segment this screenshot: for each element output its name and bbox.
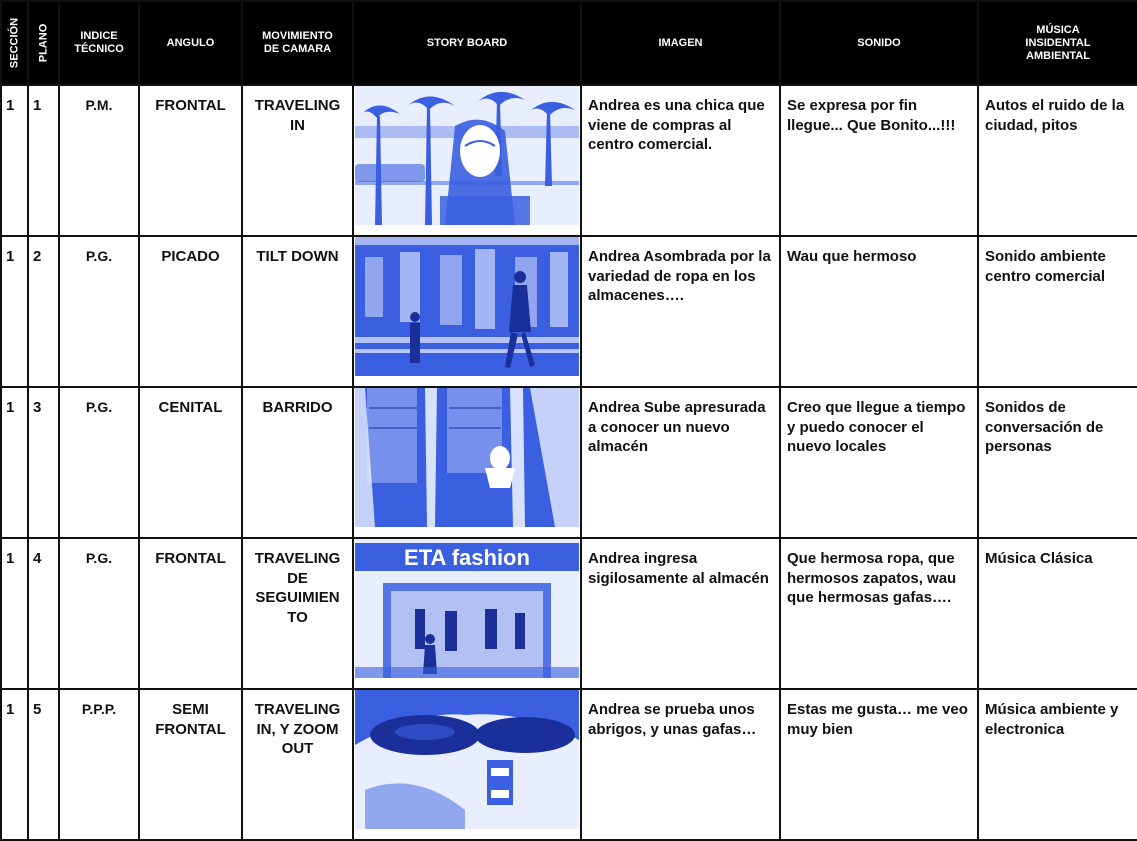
cell-sonido: Wau que hermoso: [780, 236, 978, 387]
cell-imagen: Andrea Sube apresurada a conocer un nuevo almacén: [581, 387, 780, 538]
cell-movimiento: TRAVELING DE SEGUIMIEN TO: [242, 538, 353, 689]
cell-angulo: CENITAL: [139, 387, 242, 538]
header-angulo: ANGULO: [139, 1, 242, 85]
cell-plano: 5: [28, 689, 59, 840]
cell-movimiento: TRAVELING IN, Y ZOOM OUT: [242, 689, 353, 840]
cell-sonido: Creo que llegue a tiempo y puedo conocer el nuevo locales: [780, 387, 978, 538]
header-indice-tecnico: INDICE TÉCNICO: [59, 1, 139, 85]
cell-angulo: PICADO: [139, 236, 242, 387]
cell-seccion: 1: [1, 236, 28, 387]
cell-storyboard: [353, 387, 581, 538]
cell-musica: Sonido ambiente centro comercial: [978, 236, 1137, 387]
cell-sonido: Estas me gusta… me veo muy bien: [780, 689, 978, 840]
cell-plano: 2: [28, 236, 59, 387]
sunglasses-closeup-image: [355, 690, 579, 829]
cell-musica: Sonidos de conversación de personas: [978, 387, 1137, 538]
cell-seccion: 1: [1, 387, 28, 538]
cell-musica: Música Clásica: [978, 538, 1137, 689]
escalator-top-view-image: [355, 388, 579, 527]
cell-movimiento: TILT DOWN: [242, 236, 353, 387]
cell-indice: P.M.: [59, 85, 139, 236]
header-musica: MÚSICA INSIDENTAL AMBIENTAL: [978, 1, 1137, 85]
cell-sonido: Se expresa por fin llegue... Que Bonito...!!!: [780, 85, 978, 236]
cell-storyboard: [353, 689, 581, 840]
cell-storyboard: [353, 85, 581, 236]
cell-imagen: Andrea es una chica que viene de compras al centro comercial.: [581, 85, 780, 236]
cell-musica: Autos el ruido de la ciudad, pitos: [978, 85, 1137, 236]
cell-seccion: 1: [1, 689, 28, 840]
cell-angulo: FRONTAL: [139, 85, 242, 236]
store-mannequins-image: [355, 237, 579, 376]
cell-plano: 1: [28, 85, 59, 236]
table-row: [1, 689, 1137, 840]
cell-imagen: Andrea se prueba unos abrigos, y unas gafas…: [581, 689, 780, 840]
cell-storyboard: [353, 538, 581, 689]
table-row: [1, 85, 1137, 236]
table-row: [1, 387, 1137, 538]
cell-movimiento: TRAVELING IN: [242, 85, 353, 236]
cell-plano: 3: [28, 387, 59, 538]
cell-indice: P.G.: [59, 387, 139, 538]
store-sign-text: ETA fashion: [404, 545, 530, 570]
cell-imagen: Andrea ingresa sigilosamente al almacén: [581, 538, 780, 689]
cell-storyboard: [353, 236, 581, 387]
cell-seccion: 1: [1, 538, 28, 689]
cell-indice: P.P.P.: [59, 689, 139, 840]
table-row: [1, 236, 1137, 387]
cell-sonido: Que hermosa ropa, que hermosos zapatos, wau que hermosas gafas….: [780, 538, 978, 689]
header-sonido: SONIDO: [780, 1, 978, 85]
cell-seccion: 1: [1, 85, 28, 236]
cell-movimiento: BARRIDO: [242, 387, 353, 538]
header-seccion: SECCIÓN: [1, 1, 28, 85]
cell-angulo: FRONTAL: [139, 538, 242, 689]
store-entrance-image: [355, 539, 579, 678]
cell-plano: 4: [28, 538, 59, 689]
header-imagen: IMAGEN: [581, 1, 780, 85]
cell-angulo: SEMI FRONTAL: [139, 689, 242, 840]
header-movimiento-camara: MOVIMIENTO DE CAMARA: [242, 1, 353, 85]
cell-indice: P.G.: [59, 236, 139, 387]
header-plano: PLANO: [28, 1, 59, 85]
cell-indice: P.G.: [59, 538, 139, 689]
table-row: [1, 538, 1137, 689]
cell-musica: Música ambiente y electronica: [978, 689, 1137, 840]
cell-imagen: Andrea Asombrada por la variedad de ropa en los almacenes….: [581, 236, 780, 387]
header-story-board: STORY BOARD: [353, 1, 581, 85]
header-row: [1, 1, 1137, 85]
woman-portrait-palm-trees-image: [355, 86, 579, 225]
